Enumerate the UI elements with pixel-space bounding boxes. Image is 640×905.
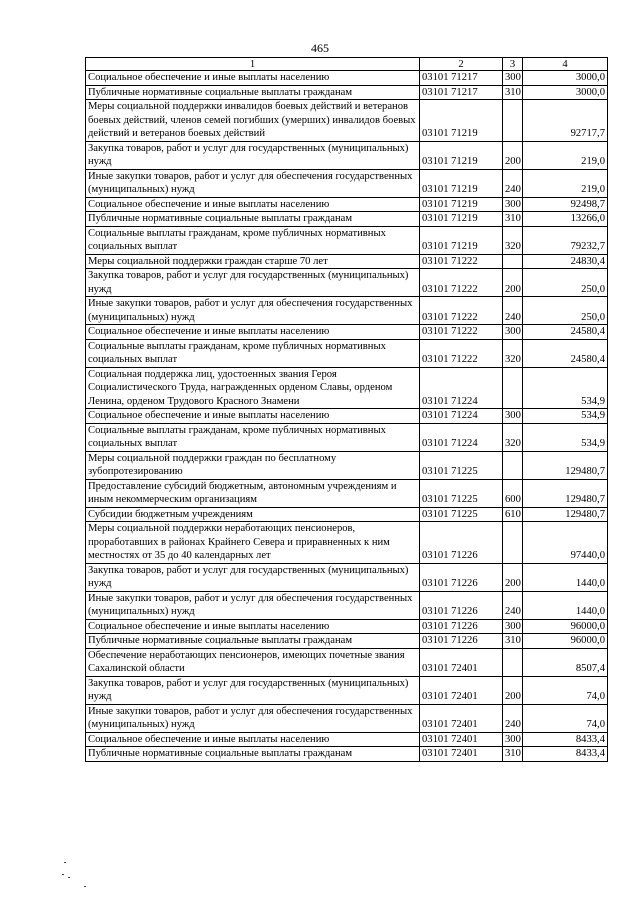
margin-scan-marks [58, 860, 88, 900]
row-type-cell: 200 [503, 676, 523, 704]
row-code-cell: 03101 71219 [420, 100, 503, 142]
row-code-cell: 03101 72401 [420, 747, 503, 762]
row-name-cell: Публичные нормативные социальные выплаты гражданам [86, 634, 420, 649]
row-sum-cell: 250,0 [523, 269, 608, 297]
row-name-cell: Социальное обеспечение и иные выплаты населению [86, 71, 420, 86]
row-sum-cell: 3000,0 [523, 71, 608, 86]
row-type-cell: 310 [503, 634, 523, 649]
row-type-cell: 310 [503, 85, 523, 100]
row-sum-cell: 96000,0 [523, 634, 608, 649]
table-row [86, 423, 608, 451]
table-row [86, 339, 608, 367]
table-row [86, 254, 608, 269]
table-row [86, 507, 608, 522]
row-type-cell: 310 [503, 212, 523, 227]
row-name-cell: Социальное обеспечение и иные выплаты населению [86, 619, 420, 634]
row-name-cell: Публичные нормативные социальные выплаты гражданам [86, 212, 420, 227]
row-type-cell: 200 [503, 563, 523, 591]
row-code-cell: 03101 71222 [420, 325, 503, 340]
table-row [86, 226, 608, 254]
row-type-cell: 240 [503, 704, 523, 732]
table-row [86, 704, 608, 732]
table-row [86, 479, 608, 507]
row-code-cell: 03101 72401 [420, 732, 503, 747]
table-header-row [86, 58, 608, 71]
row-code-cell: 03101 71226 [420, 563, 503, 591]
table-row [86, 85, 608, 100]
row-code-cell: 03101 72401 [420, 648, 503, 676]
row-name-cell: Социальные выплаты гражданам, кроме публичных нормативных социальных выплат [86, 423, 420, 451]
row-name-cell: Социальное обеспечение и иные выплаты населению [86, 732, 420, 747]
table-row [86, 325, 608, 340]
table-row [86, 197, 608, 212]
row-type-cell: 300 [503, 619, 523, 634]
row-code-cell: 03101 71225 [420, 479, 503, 507]
row-name-cell: Меры социальной поддержки граждан по бесплатному зубопротезированию [86, 451, 420, 479]
row-type-cell: 610 [503, 507, 523, 522]
row-name-cell: Социальное обеспечение и иные выплаты населению [86, 325, 420, 340]
row-code-cell: 03101 71225 [420, 451, 503, 479]
table-row [86, 212, 608, 227]
row-type-cell: 300 [503, 409, 523, 424]
row-type-cell [503, 648, 523, 676]
row-sum-cell: 8433,4 [523, 732, 608, 747]
row-sum-cell: 219,0 [523, 141, 608, 169]
table-row [86, 591, 608, 619]
table-row [86, 563, 608, 591]
table-body [86, 71, 608, 762]
row-sum-cell: 129480,7 [523, 451, 608, 479]
table-row [86, 169, 608, 197]
row-type-cell: 600 [503, 479, 523, 507]
row-sum-cell: 534,9 [523, 423, 608, 451]
row-sum-cell: 92498,7 [523, 197, 608, 212]
row-type-cell: 240 [503, 591, 523, 619]
row-type-cell: 310 [503, 747, 523, 762]
row-code-cell: 03101 71222 [420, 269, 503, 297]
row-type-cell: 200 [503, 141, 523, 169]
table-row [86, 634, 608, 649]
row-sum-cell: 8433,4 [523, 747, 608, 762]
row-code-cell: 03101 71219 [420, 197, 503, 212]
row-type-cell [503, 451, 523, 479]
row-code-cell: 03101 71222 [420, 339, 503, 367]
row-sum-cell: 97440,0 [523, 522, 608, 564]
row-type-cell: 300 [503, 71, 523, 86]
row-type-cell: 320 [503, 339, 523, 367]
row-name-cell: Публичные нормативные социальные выплаты гражданам [86, 85, 420, 100]
row-type-cell: 240 [503, 297, 523, 325]
row-sum-cell: 74,0 [523, 704, 608, 732]
row-code-cell: 03101 72401 [420, 704, 503, 732]
row-sum-cell: 3000,0 [523, 85, 608, 100]
row-code-cell: 03101 71226 [420, 591, 503, 619]
row-sum-cell: 79232,7 [523, 226, 608, 254]
row-name-cell: Публичные нормативные социальные выплаты гражданам [86, 747, 420, 762]
row-name-cell: Меры социальной поддержки инвалидов боевых действий и ветеранов боевых действий, членов семей погибших (умерших) инвалидов боевых действий и ветеранов боевых действий [86, 100, 420, 142]
row-name-cell: Меры социальной поддержки граждан старше 70 лет [86, 254, 420, 269]
row-sum-cell: 74,0 [523, 676, 608, 704]
row-code-cell: 03101 72401 [420, 676, 503, 704]
row-code-cell: 03101 71226 [420, 634, 503, 649]
row-type-cell: 300 [503, 325, 523, 340]
row-code-cell: 03101 71224 [420, 409, 503, 424]
row-code-cell: 03101 71222 [420, 254, 503, 269]
table-row [86, 451, 608, 479]
table-row [86, 141, 608, 169]
row-sum-cell: 1440,0 [523, 563, 608, 591]
row-sum-cell: 1440,0 [523, 591, 608, 619]
budget-table [85, 57, 608, 762]
row-sum-cell: 129480,7 [523, 479, 608, 507]
table-row [86, 269, 608, 297]
table-row [86, 732, 608, 747]
row-name-cell: Меры социальной поддержки неработающих пенсионеров, проработавших в районах Крайнего Севера и приравненных к ним местностях от 35 до 40 календарных лет [86, 522, 420, 564]
row-code-cell: 03101 71226 [420, 619, 503, 634]
row-name-cell: Закупка товаров, работ и услуг для государственных (муниципальных) нужд [86, 141, 420, 169]
row-type-cell: 300 [503, 732, 523, 747]
row-sum-cell: 129480,7 [523, 507, 608, 522]
row-name-cell: Закупка товаров, работ и услуг для государственных (муниципальных) нужд [86, 269, 420, 297]
row-sum-cell: 8507,4 [523, 648, 608, 676]
row-sum-cell: 96000,0 [523, 619, 608, 634]
row-sum-cell: 24830,4 [523, 254, 608, 269]
row-type-cell [503, 522, 523, 564]
row-name-cell: Социальные выплаты гражданам, кроме публичных нормативных социальных выплат [86, 339, 420, 367]
row-name-cell: Субсидии бюджетным учреждениям [86, 507, 420, 522]
row-sum-cell: 24580,4 [523, 325, 608, 340]
row-name-cell: Обеспечение неработающих пенсионеров, имеющих почетные звания Сахалинской области [86, 648, 420, 676]
column-header-name: 1 [86, 58, 420, 71]
row-name-cell: Иные закупки товаров, работ и услуг для обеспечения государственных (муниципальных) нужд [86, 169, 420, 197]
column-header-sum: 4 [523, 58, 608, 71]
row-name-cell: Закупка товаров, работ и услуг для государственных (муниципальных) нужд [86, 563, 420, 591]
row-code-cell: 03101 71219 [420, 141, 503, 169]
row-code-cell: 03101 71225 [420, 507, 503, 522]
row-sum-cell: 250,0 [523, 297, 608, 325]
row-name-cell: Иные закупки товаров, работ и услуг для обеспечения государственных (муниципальных) нужд [86, 704, 420, 732]
row-type-cell [503, 254, 523, 269]
row-code-cell: 03101 71224 [420, 367, 503, 409]
table-row [86, 747, 608, 762]
table-row [86, 367, 608, 409]
column-header-code: 2 [420, 58, 503, 71]
row-type-cell [503, 100, 523, 142]
row-name-cell: Социальные выплаты гражданам, кроме публичных нормативных социальных выплат [86, 226, 420, 254]
row-name-cell: Социальная поддержка лиц, удостоенных звания Героя Социалистического Труда, награжденных орденом Славы, орденом Ленина, орденом Трудового Красного Знамени [86, 367, 420, 409]
page-number: 465 [311, 41, 329, 55]
row-code-cell: 03101 71219 [420, 212, 503, 227]
table-row [86, 71, 608, 86]
row-type-cell [503, 367, 523, 409]
row-type-cell: 320 [503, 226, 523, 254]
table-row [86, 297, 608, 325]
row-type-cell: 240 [503, 169, 523, 197]
row-name-cell: Предоставление субсидий бюджетным, автономным учреждениям и иным некоммерческим организациям [86, 479, 420, 507]
table-row [86, 619, 608, 634]
row-name-cell: Закупка товаров, работ и услуг для государственных (муниципальных) нужд [86, 676, 420, 704]
row-type-cell: 300 [503, 197, 523, 212]
row-code-cell: 03101 71222 [420, 297, 503, 325]
table-row [86, 676, 608, 704]
row-name-cell: Иные закупки товаров, работ и услуг для обеспечения государственных (муниципальных) нужд [86, 591, 420, 619]
table-row [86, 648, 608, 676]
row-sum-cell: 92717,7 [523, 100, 608, 142]
row-type-cell: 320 [503, 423, 523, 451]
row-code-cell: 03101 71219 [420, 226, 503, 254]
row-name-cell: Социальное обеспечение и иные выплаты населению [86, 409, 420, 424]
row-code-cell: 03101 71226 [420, 522, 503, 564]
row-sum-cell: 534,9 [523, 367, 608, 409]
table-row [86, 409, 608, 424]
table-row [86, 522, 608, 564]
row-sum-cell: 13266,0 [523, 212, 608, 227]
table-row [86, 100, 608, 142]
row-code-cell: 03101 71224 [420, 423, 503, 451]
row-sum-cell: 534,9 [523, 409, 608, 424]
row-code-cell: 03101 71217 [420, 85, 503, 100]
row-code-cell: 03101 71219 [420, 169, 503, 197]
row-sum-cell: 24580,4 [523, 339, 608, 367]
row-sum-cell: 219,0 [523, 169, 608, 197]
row-name-cell: Иные закупки товаров, работ и услуг для обеспечения государственных (муниципальных) нужд [86, 297, 420, 325]
row-name-cell: Социальное обеспечение и иные выплаты населению [86, 197, 420, 212]
column-header-type: 3 [503, 58, 523, 71]
row-type-cell: 200 [503, 269, 523, 297]
row-code-cell: 03101 71217 [420, 71, 503, 86]
